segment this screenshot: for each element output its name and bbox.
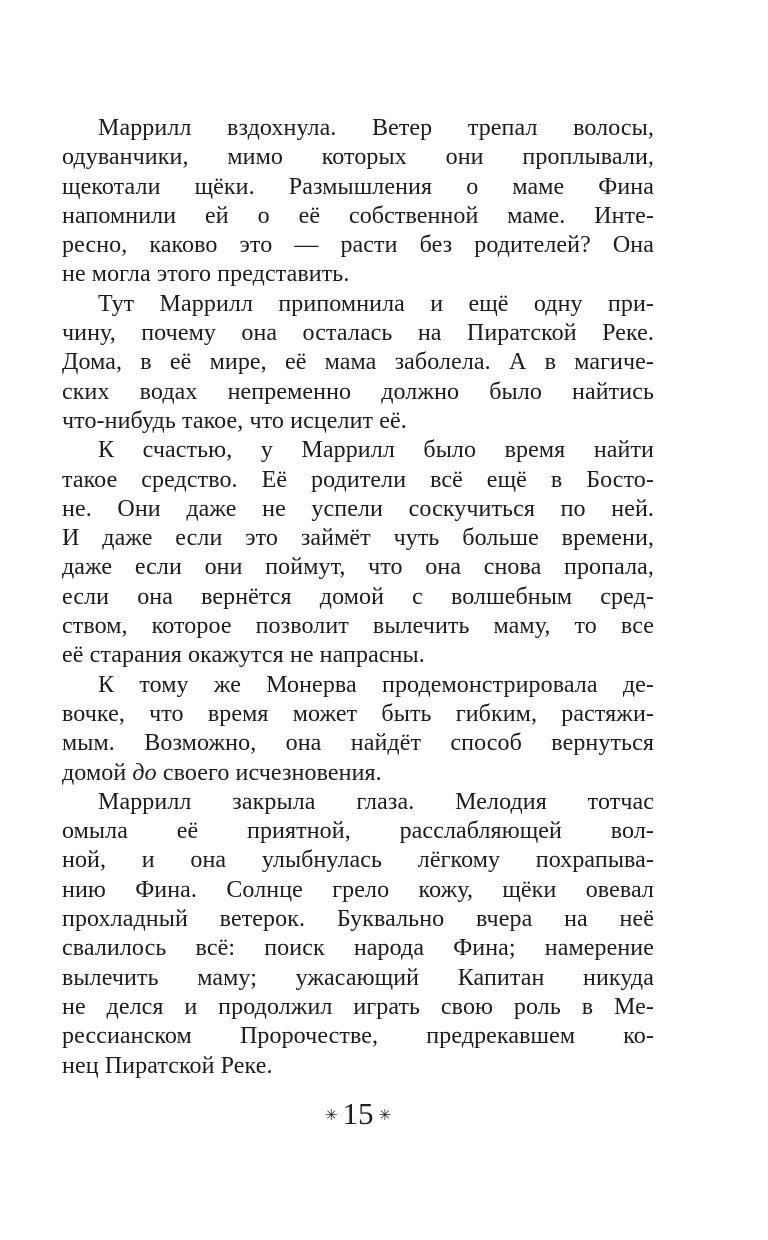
text-line bbox=[62, 173, 654, 202]
text-segment: домой bbox=[62, 759, 133, 786]
text-segment: Маррилл вздохнула. Ветер трепал волосы, bbox=[98, 115, 654, 141]
text-segment: напомнили ей о её собственной маме. Инте- bbox=[62, 202, 654, 229]
text-line bbox=[62, 817, 654, 846]
text-segment: не делся и продолжил играть свою роль в Ме- bbox=[62, 993, 654, 1020]
text-line bbox=[62, 788, 654, 817]
text-segment: Дома, в её мире, её мама заболела. А в магиче- bbox=[62, 349, 654, 376]
text-segment: И даже если это займёт чуть больше времени, bbox=[62, 525, 654, 552]
italic-text: до bbox=[132, 759, 157, 786]
ornament-icon: ✳ bbox=[324, 1106, 338, 1124]
text-segment: мым. Возможно, она найдёт способ вернуться bbox=[62, 730, 654, 757]
ornament-icon: ✳ bbox=[378, 1106, 392, 1124]
text-line bbox=[62, 671, 654, 700]
text-segment: если она вернётся домой с волшебным сред- bbox=[62, 583, 654, 610]
text-line bbox=[62, 553, 654, 582]
text-segment: ной, и она улыбнулась лёгкому похрапыва- bbox=[62, 847, 654, 874]
text-line bbox=[62, 143, 654, 172]
text-segment: не. Они даже не успели соскучиться по ней. bbox=[62, 495, 654, 522]
text-segment: К тому же Монерва продемонстрировала де- bbox=[98, 671, 654, 698]
text-line bbox=[62, 407, 654, 436]
text-line bbox=[62, 202, 654, 231]
text-line bbox=[62, 319, 654, 348]
paragraph bbox=[62, 671, 654, 788]
text-block bbox=[62, 114, 654, 1081]
text-segment: Маррилл закрыла глаза. Мелодия тотчас bbox=[98, 788, 654, 815]
paragraph bbox=[62, 436, 654, 670]
text-line bbox=[62, 260, 654, 289]
text-segment: нию Фина. Солнце грело кожу, щёки овевал bbox=[62, 876, 654, 903]
text-line bbox=[62, 378, 654, 407]
text-line bbox=[62, 905, 654, 934]
text-line bbox=[62, 934, 654, 963]
text-line bbox=[62, 524, 654, 553]
page-number: 15 bbox=[342, 1096, 374, 1131]
text-line bbox=[62, 436, 654, 465]
text-segment: вочке, что время может быть гибким, растяжи- bbox=[62, 700, 654, 727]
text-segment: омыла её приятной, расслабляющей вол- bbox=[62, 818, 654, 845]
text-line bbox=[62, 583, 654, 612]
text-segment: рессианском Пророчестве, предрекавшем ко- bbox=[62, 1023, 654, 1050]
text-line bbox=[62, 964, 654, 993]
text-line bbox=[62, 114, 654, 143]
page-footer bbox=[62, 1098, 654, 1129]
text-line bbox=[62, 759, 654, 788]
text-segment: ских водах непременно должно было найтись bbox=[62, 378, 654, 405]
text-segment: нец Пиратской Реке. bbox=[62, 1052, 273, 1079]
text-segment: такое средство. Её родители всё ещё в Босто- bbox=[62, 466, 654, 493]
text-line bbox=[62, 466, 654, 495]
text-line bbox=[62, 700, 654, 729]
text-segment: ством, которое позволит вылечить маму, то все bbox=[62, 613, 654, 640]
text-segment: её старания окажутся не напрасны. bbox=[62, 642, 425, 669]
text-line bbox=[62, 1022, 654, 1051]
paragraph bbox=[62, 114, 654, 290]
text-segment: прохладный ветерок. Буквально вчера на неё bbox=[62, 906, 654, 933]
paragraph bbox=[62, 788, 654, 1081]
text-segment: щекотали щёки. Размышления о маме Фина bbox=[62, 173, 654, 200]
text-segment: даже если они поймут, что она снова пропала, bbox=[62, 554, 654, 581]
text-segment: К счастью, у Маррилл было время найти bbox=[98, 437, 654, 464]
text-line bbox=[62, 290, 654, 319]
text-line bbox=[62, 729, 654, 758]
text-line bbox=[62, 876, 654, 905]
text-segment: не могла этого представить. bbox=[62, 261, 350, 288]
text-line bbox=[62, 231, 654, 260]
text-segment: свалилось всё: поиск народа Фина; намерение bbox=[62, 935, 654, 962]
text-segment: вылечить маму; ужасающий Капитан никуда bbox=[62, 964, 654, 991]
text-segment: одуванчики, мимо которых они проплывали, bbox=[62, 144, 654, 171]
text-line bbox=[62, 846, 654, 875]
text-segment: что-нибудь такое, что исцелит её. bbox=[62, 407, 407, 434]
text-line bbox=[62, 1052, 654, 1081]
text-line bbox=[62, 612, 654, 641]
text-segment: Тут Маррилл припомнила и ещё одну при- bbox=[98, 290, 654, 317]
text-segment: своего исчезновения. bbox=[156, 759, 382, 786]
text-segment: чину, почему она осталась на Пиратской Реке. bbox=[62, 320, 654, 347]
text-segment: ресно, каково это — расти без родителей? Она bbox=[62, 232, 654, 259]
text-line bbox=[62, 641, 654, 670]
paragraph bbox=[62, 290, 654, 436]
text-line bbox=[62, 993, 654, 1022]
text-line bbox=[62, 348, 654, 377]
text-line bbox=[62, 495, 654, 524]
